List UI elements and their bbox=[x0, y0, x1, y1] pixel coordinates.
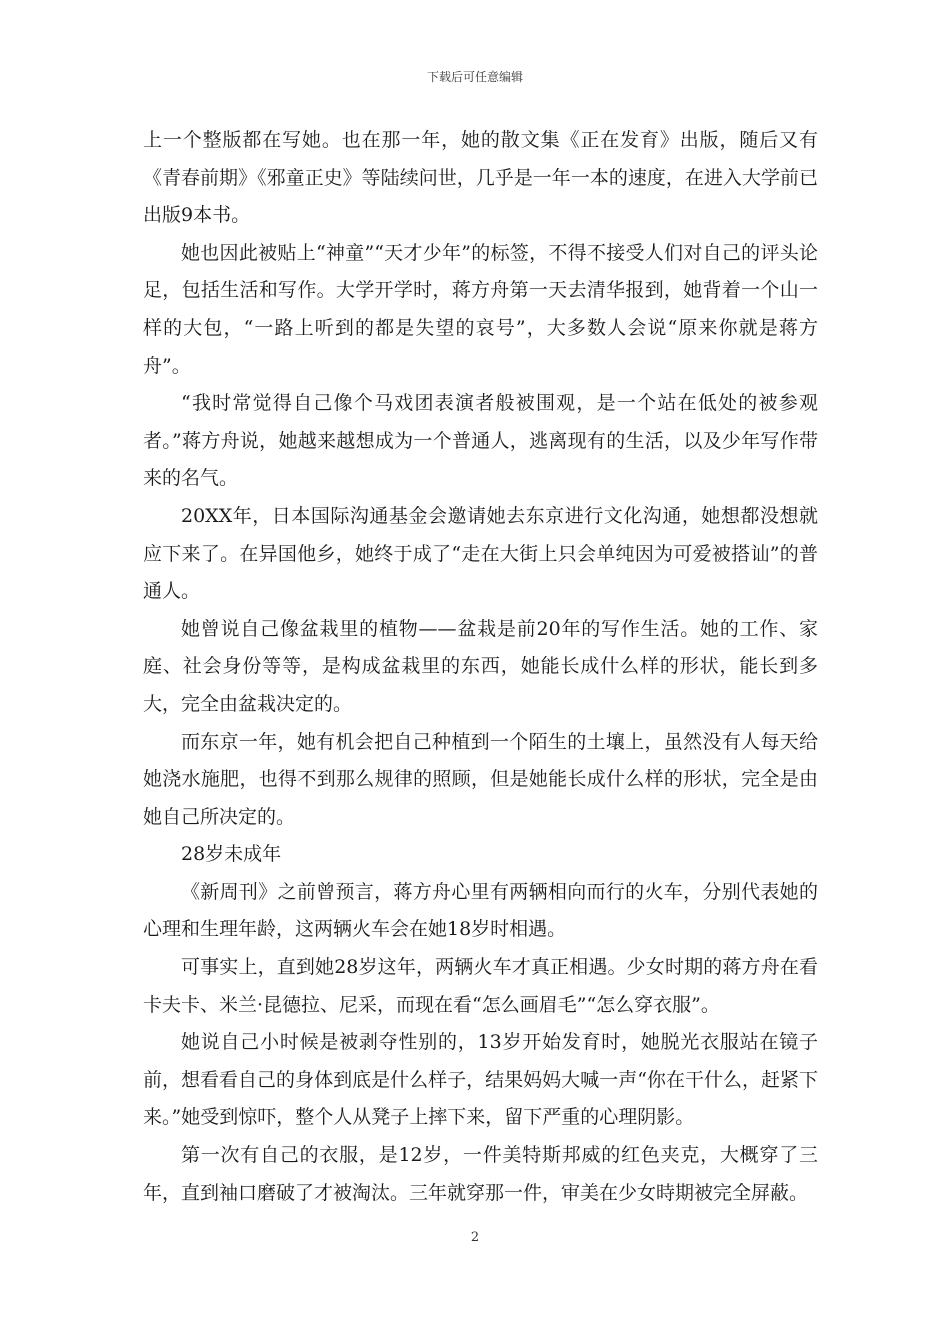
paragraph: 她也因此被贴上“神童”“天才少年”的标签，不得不接受人们对自己的评头论足，包括生活和写作。大学开学时，蒋方舟第一天去清华报到，她背着一个山一样的大包，“一路上听到的都是失望的哀号”，大多数人会说“原来你就是蒋方舟”。 bbox=[143, 241, 818, 377]
page-number: 2 bbox=[470, 1230, 480, 1245]
paragraph: 她曾说自己像盆栽里的植物——盆栽是前20年的写作生活。她的工作、家庭、社会身份等等，是构成盆栽里的东西，她能长成什么样的形状，能长到多大，完全由盆栽决定的。 bbox=[143, 617, 818, 715]
body-text bbox=[143, 122, 818, 1212]
paragraph: 而东京一年，她有机会把自己种植到一个陌生的土壤上，虽然没有人每天给她浇水施肥，也得不到那么规律的照顾，但是她能长成什么样的形状，完全是由她自己所决定的。 bbox=[143, 730, 818, 828]
paragraph: 20XX年，日本国际沟通基金会邀请她去东京进行文化沟通，她想都没想就应下来了。在异国他乡，她终于成了“走在大街上只会单纯因为可爱被搭讪”的普通人。 bbox=[143, 504, 818, 603]
page-header: 下载后可任意编辑 bbox=[426, 70, 523, 84]
paragraph: 上一个整版都在写她。也在那一年，她的散文集《正在发育》出版，随后又有《青春前期》《邪童正史》等陆续问世，几乎是一年一本的速度，在进入大学前已出版9本书。 bbox=[143, 129, 818, 227]
paragraph: 可事实上，直到她28岁这年，两辆火车才真正相遇。少女时期的蒋方舟在看卡夫卡、米兰·昆德拉、尼采，而现在看“怎么画眉毛”“怎么穿衣服”。 bbox=[143, 956, 818, 1016]
section-heading: 28岁未成年 bbox=[181, 843, 282, 866]
paragraph: 第一次有自己的衣服，是12岁，一件美特斯邦威的红色夹克，大概穿了三年，直到袖口磨破了才被淘汰。三年就穿那一件，审美在少女時期被完全屏蔽。 bbox=[143, 1144, 818, 1204]
paragraph: 《新周刊》之前曾预言，蒋方舟心里有两辆相向而行的火车，分别代表她的心理和生理年龄，这两辆火车会在她18岁时相遇。 bbox=[143, 880, 818, 941]
paragraph: 她说自己小时候是被剥夺性别的，13岁开始发育时，她脱光衣服站在镜子前，想看看自己的身体到底是什么样子，结果妈妈大喊一声“你在干什么，赶紧下来。”她受到惊吓，整个人从凳子上摔下来，留下严重的心理阴影。 bbox=[143, 1031, 818, 1129]
paragraph: “我时常觉得自己像个马戏团表演者般被围观，是一个站在低处的被参观者。”蒋方舟说，她越来越想成为一个普通人，逃离现有的生活，以及少年写作带来的名气。 bbox=[143, 392, 818, 490]
